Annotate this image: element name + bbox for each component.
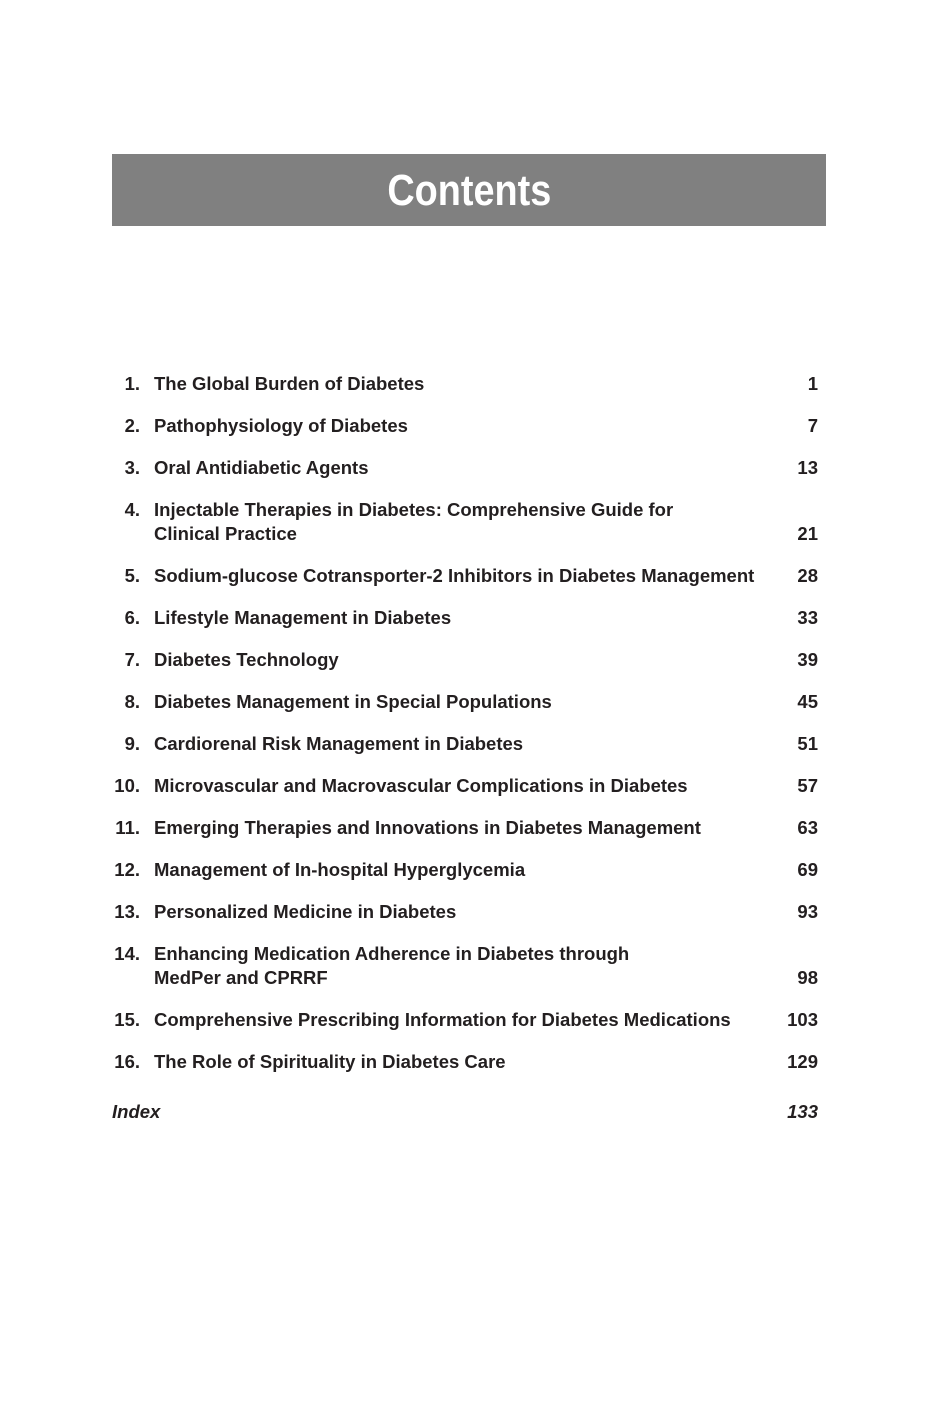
toc-entry[interactable]	[112, 900, 818, 924]
chapter-title: Emerging Therapies and Innovations in Diabetes Management	[154, 817, 701, 838]
chapter-title: Pathophysiology of Diabetes	[154, 415, 408, 436]
chapter-number: 11.	[115, 817, 140, 838]
page-number: 21	[797, 523, 818, 544]
chapter-number: 4.	[124, 499, 140, 520]
page-number: 51	[797, 733, 818, 754]
toc-index-entry[interactable]	[112, 1100, 818, 1124]
toc-entry[interactable]	[112, 942, 818, 990]
chapter-title: Lifestyle Management in Diabetes	[154, 607, 452, 628]
chapter-title: Injectable Therapies in Diabetes: Comprehensive Guide for Clinical Practice	[154, 499, 674, 544]
chapter-title: The Global Burden of Diabetes	[154, 373, 425, 394]
chapter-title: Personalized Medicine in Diabetes	[154, 901, 457, 922]
chapter-title: Enhancing Medication Adherence in Diabetes through MedPer and CPRRF	[154, 943, 630, 988]
chapter-number: 1.	[124, 373, 140, 394]
chapter-number: 9.	[124, 733, 140, 754]
chapter-number: 10.	[114, 775, 140, 796]
page-number: 45	[797, 691, 818, 712]
toc-entry[interactable]	[112, 648, 818, 672]
toc-entry[interactable]	[112, 564, 818, 588]
chapter-title: Microvascular and Macrovascular Complications in Diabetes	[154, 775, 688, 796]
chapter-number: 13.	[114, 901, 140, 922]
chapter-title: Comprehensive Prescribing Information for Diabetes Medications	[154, 1009, 731, 1030]
chapter-title: Management of In-hospital Hyperglycemia	[154, 859, 526, 880]
page-number: 7	[807, 415, 818, 436]
chapter-title: Oral Antidiabetic Agents	[154, 457, 369, 478]
chapter-number: 2.	[124, 415, 140, 436]
toc-entry[interactable]	[112, 858, 818, 882]
index-page-number: 133	[787, 1101, 818, 1122]
page-number: 98	[797, 967, 818, 988]
page-number: 69	[797, 859, 818, 880]
page-number: 63	[797, 817, 818, 838]
chapter-number: 3.	[124, 457, 140, 478]
toc-entry[interactable]	[112, 1008, 818, 1032]
toc-entry[interactable]	[112, 732, 818, 756]
chapter-number: 14.	[114, 943, 140, 964]
chapter-title: Diabetes Management in Special Populations	[154, 691, 552, 712]
page-number: 13	[797, 457, 818, 478]
chapter-title: Diabetes Technology	[154, 649, 339, 670]
toc-entry[interactable]	[112, 456, 818, 480]
chapter-title: Cardiorenal Risk Management in Diabetes	[154, 733, 524, 754]
chapter-number: 7.	[124, 649, 140, 670]
toc-entry[interactable]	[112, 816, 818, 840]
page-number: 129	[787, 1051, 818, 1072]
toc-entry[interactable]	[112, 690, 818, 714]
chapter-number: 15.	[114, 1009, 140, 1030]
toc-entry[interactable]	[112, 606, 818, 630]
chapter-number: 6.	[124, 607, 140, 628]
page-title: Contents	[387, 166, 551, 215]
page-number: 93	[797, 901, 818, 922]
contents-banner	[112, 154, 826, 226]
toc-entry[interactable]	[112, 372, 818, 396]
toc-entry[interactable]	[112, 774, 818, 798]
chapter-number: 5.	[124, 565, 140, 586]
toc-entry[interactable]	[112, 498, 818, 546]
chapter-title: Sodium-glucose Cotransporter-2 Inhibitors in Diabetes Management	[154, 565, 755, 586]
chapter-number: 12.	[114, 859, 140, 880]
page-number: 33	[797, 607, 818, 628]
page-number: 39	[797, 649, 818, 670]
chapter-title: The Role of Spirituality in Diabetes Care	[154, 1051, 506, 1072]
page-number: 1	[807, 373, 818, 394]
chapter-number: 8.	[124, 691, 140, 712]
page-number: 57	[797, 775, 818, 796]
toc-entry[interactable]	[112, 1050, 818, 1074]
chapter-number: 16.	[114, 1051, 140, 1072]
table-of-contents	[112, 372, 818, 1124]
index-label: Index	[112, 1101, 161, 1122]
page-number: 28	[797, 565, 818, 586]
page-number: 103	[787, 1009, 818, 1030]
toc-entry[interactable]	[112, 414, 818, 438]
